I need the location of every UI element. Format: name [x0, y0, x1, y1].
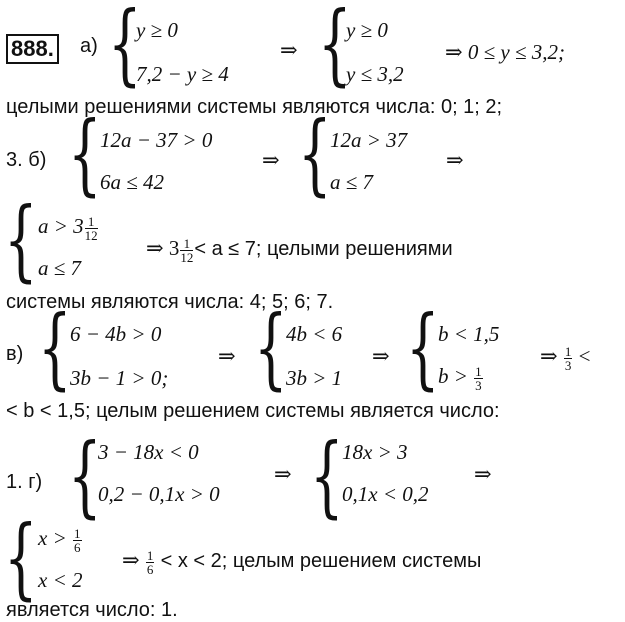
fraction-denominator: 6 [146, 561, 154, 577]
part-a-label: а) [80, 35, 98, 57]
v-s1-line1: 6 − 4b > 0 [70, 322, 162, 346]
brace-g3: { [4, 506, 38, 609]
g-s1-line1: 3 − 18x < 0 [98, 440, 199, 464]
brace-a1: { [108, 0, 142, 95]
v-s3-line2-text: b > [438, 364, 468, 388]
v-arrow2: ⇒ [372, 344, 390, 368]
fraction-1-12 [85, 215, 98, 242]
brace-g1: { [68, 424, 102, 527]
fraction-numerator: 1 [74, 525, 81, 541]
fraction-denominator: 12 [180, 249, 194, 265]
g-result-post: < x < 2; целым решением системы [160, 550, 482, 572]
v-result [540, 344, 590, 372]
b-s1-line2: 6a ≤ 42 [100, 170, 165, 194]
b-result-post: < a ≤ 7; целыми решениями [194, 238, 453, 260]
b-result [146, 236, 453, 264]
b-answer-line: системы являются числа: 4; 5; 6; 7. [6, 291, 334, 313]
b-arrow1: ⇒ [262, 148, 280, 172]
g-s3-line1-text: x > [38, 526, 67, 550]
fraction-1-12-result [180, 237, 193, 264]
v-s3-line1: b < 1,5 [438, 322, 500, 346]
v-s2-line2: 3b > 1 [286, 366, 343, 390]
fraction-numerator: 1 [475, 363, 482, 379]
g-answer-line: является число: 1. [6, 599, 178, 621]
fraction-denominator: 6 [74, 539, 81, 555]
v-answer-line: < b < 1,5; целым решением системы является число: [6, 400, 500, 422]
g-s2-line2: 0,1x < 0,2 [342, 482, 429, 506]
a-s2-line1: y ≥ 0 [346, 18, 388, 42]
a-arrow1: ⇒ [280, 38, 298, 62]
v-result-post: < [578, 344, 591, 368]
v-label: в) [6, 343, 24, 365]
fraction-numerator: 1 [146, 547, 154, 563]
b-result-pre: ⇒ 3 [146, 236, 180, 260]
g-arrow2: ⇒ [474, 462, 492, 486]
v-result-pre: ⇒ [540, 344, 558, 368]
b-s3-line1-text: a > 3 [38, 214, 84, 238]
brace-b3: { [4, 188, 38, 291]
b-s1-line1: 12a − 37 > 0 [100, 128, 213, 152]
brace-v1: { [38, 296, 72, 399]
v-s2-line1: 4b < 6 [286, 322, 343, 346]
a-s1-line2: 7,2 − y ≥ 4 [136, 62, 229, 86]
g-arrow1: ⇒ [274, 462, 292, 486]
v-s1-line2: 3b − 1 > 0; [70, 366, 169, 390]
fraction-denominator: 3 [475, 377, 482, 393]
b-s3-line1 [38, 214, 99, 242]
fraction-1-6-result [146, 549, 155, 576]
a-s1-line1: y ≥ 0 [136, 18, 178, 42]
fraction-1-6 [73, 527, 82, 554]
fraction-1-3-result [564, 345, 573, 372]
fraction-1-3 [474, 365, 483, 392]
a-result: ⇒ 0 ≤ y ≤ 3,2; [445, 40, 565, 64]
g-prefix: 1. г) [6, 471, 43, 493]
brace-b1: { [68, 102, 102, 205]
brace-v3: { [406, 296, 440, 399]
b-prefix: 3. б) [6, 149, 47, 171]
fraction-numerator: 1 [564, 343, 572, 359]
a-s2-line2: y ≤ 3,2 [346, 62, 404, 86]
a-answer-line: целыми решениями системы являются числа: 0; 1; 2; [6, 96, 503, 118]
g-s3-line1 [38, 526, 83, 554]
fraction-denominator: 3 [564, 357, 572, 373]
brace-v2: { [254, 296, 288, 399]
b-s3-line2: a ≤ 7 [38, 256, 82, 280]
v-s3-line2 [438, 364, 484, 392]
brace-g2: { [310, 424, 344, 527]
fraction-denominator: 12 [84, 227, 98, 243]
g-s3-line2: x < 2 [38, 568, 83, 592]
g-s1-line2: 0,2 − 0,1x > 0 [98, 482, 220, 506]
fraction-numerator: 1 [85, 215, 98, 229]
brace-a2: { [318, 0, 352, 95]
g-result [122, 548, 481, 576]
problem-number: 888. [6, 34, 59, 64]
b-arrow2: ⇒ [446, 148, 464, 172]
g-s2-line1: 18x > 3 [342, 440, 408, 464]
v-arrow1: ⇒ [218, 344, 236, 368]
fraction-numerator: 1 [180, 237, 193, 251]
brace-b2: { [298, 102, 332, 205]
b-s2-line2: a ≤ 7 [330, 170, 374, 194]
b-s2-line1: 12a > 37 [330, 128, 408, 152]
g-result-pre: ⇒ [122, 548, 140, 572]
